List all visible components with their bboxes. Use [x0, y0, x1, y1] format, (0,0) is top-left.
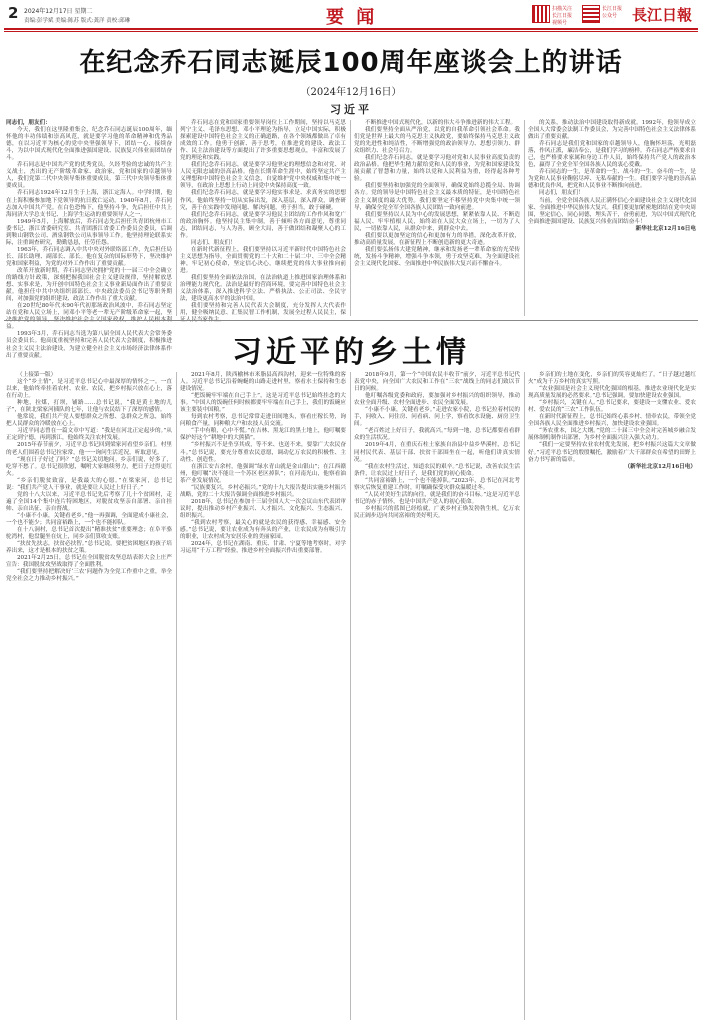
paragraph: 2019年4月，在重庆石柱土家族自治县中益乡华溪村，总书记同村民代表、基层干部、扶贫干部围坐在一起，听他们讲真实情况。: [354, 442, 520, 463]
paragraph: 新华社北京12月16日电: [635, 225, 696, 232]
paragraph: 在20世纪80年代末90年代初那场政治风波中，乔石同志坚定站在党和人民立场上，同邓小平等老一辈无产阶级革命家一起，坚 益。: [6, 303, 172, 331]
article-headline: 在纪念乔石同志诞辰100周年座谈会上的讲话: [79, 48, 623, 78]
paragraph: “现在日子好过了吗？”总书记关切地问。乡亲们说，好多了，吃穿不愁了。总书记很欣慰，嘱咐大家继续努力，把日子过得更红火。: [6, 456, 172, 477]
feature-headline: 习近平的乡土情: [232, 335, 470, 370]
paragraph: “共同富裕路上，一个也不能掉队。”2023年，总书记在河北考察灾后恢复重建工作时，叮嘱确保受灾群众温暖过冬。: [354, 477, 520, 491]
masthead-rule: [4, 28, 698, 30]
paragraph: 1993年3月，乔石同志当选为第八届全国人民代表大会常务委员会委员长。他高度重视坚持和完善人民代表大会制度，积极推进社会主义民主法治建设，为建立健全社会主义市场经济法律体系作出了重要贡献。: [6, 331, 172, 359]
article2-column-1: [6, 372, 172, 1020]
column-divider: [176, 120, 177, 316]
paragraph: 在新时代新征程上，总书记始终心系乡村、情牵农民，带领全党全国各族人民全面推进乡村振兴，加快建设农业强国。: [528, 414, 696, 428]
column-divider: [350, 372, 351, 1020]
qr-caption-wechat: 长江日报 公众号: [602, 6, 623, 19]
article1-column-1: [6, 120, 172, 359]
paragraph: 同志们，朋友们：: [6, 120, 51, 126]
paragraph: 的关系，推动法治中国建设取得新成就。1992年，他领导成立全国人大常委会法制工作委员会，为完善中国特色社会主义法律体系做出了重要贡献。: [528, 120, 696, 141]
masthead-rule: [4, 31, 698, 32]
paragraph: “扶贫先扶志，扶贫必扶智。”总书记说，要把贫困地区的孩子培养出来，这才是根本的扶贫之策。: [6, 541, 172, 555]
paragraph: 在浙江安吉余村，他强调“绿水青山就是金山银山”；在江西赣州，他叮嘱“决不能让一个苏区老区掉队”；在河南光山，他察看油茶产业发展情况。: [180, 463, 346, 484]
paragraph: “我在农村生活过，知道农民的艰辛。”总书记说，改善农民生活条件，让农民过上好日子，是我们党的初心使命。: [354, 463, 520, 477]
article-divider: [4, 320, 698, 321]
paragraph: 在新时代新征程上，我们要坚持以习近平新时代中国特色社会主义思想为指导，全面贯彻党的二十大和二十届二中、三中全会精神，牢记初心使命，坚定信心决心，继续把党的伟大事业推向前进。: [180, 246, 346, 274]
qr-caption-video: 扫描关注 长江日报 视频号: [552, 6, 573, 26]
paragraph: “我们要坚持把解决好‘三农’问题作为全党工作重中之重，举全党全社会之力推动乡村振兴。”: [6, 569, 172, 583]
paragraph: “民族要复兴，乡村必振兴。”党的十九大报告提出实施乡村振兴战略，党的二十大报告强调全面推进乡村振兴。: [180, 484, 346, 498]
paragraph: 习近平同志曾在一篇文章中写道：“我是在河北正定起步的。”从正定到宁德，再到浙江，他始终关注农村发展。: [6, 428, 172, 442]
section-title: 要 闻: [326, 7, 378, 28]
paragraph: 党的十八大以来，习近平总书记先后考察了几十个贫困村，走遍了全国14个集中连片特困地区，对脱贫攻坚亲自部署、亲自挂帅、亲自出征、亲自督战。: [6, 491, 172, 512]
paragraph: 我们纪念乔石同志，就是要学习他民主团结的工作作风和宽广的政治胸怀。他坚持民主集中制，善于倾听各方面意见，尊重同志，团结同志，与人为善，顾全大局，善于做团结和凝聚人心的工作。: [180, 211, 346, 239]
paragraph: 在十八洞村，总书记首次提出“精准扶贫”重要理念；在阜平骆驼湾村，他盘腿坐在炕上，同乡亲们算收支账。: [6, 527, 172, 541]
paragraph: 2021年8月，陕西榆林市米脂县高西沟村，迎来一位特殊的客人。习近平总书记沿着蜿蜒的山路走进村里，察看水土保持和生态建设情况。: [180, 372, 346, 393]
paragraph: “务农重本，国之大纲。”党的二十届三中全会对完善城乡融合发展体制机制作出部署，为乡村全面振兴注入强大动力。: [528, 428, 696, 442]
paragraph: 我们要弘扬伟大建党精神，继承和发扬老一辈革命家的光荣传统，发扬斗争精神，增强斗争本领，勇于攻坚克难，为全面建设社会主义现代化国家、全面推进中华民族伟大复兴而不懈奋斗。: [354, 246, 520, 267]
paragraph: “老百姓过上好日子，我就高兴。”每到一地，总书记都要看看群众的生活状况。: [354, 428, 520, 442]
paragraph: “小康不小康，关键看老乡。”走进农家小院，总书记拉着村民的手，问收入、问住房、问看病、问上学，察看饮水设施、厨房卫生间。: [354, 407, 520, 428]
paragraph: “人民对美好生活的向往，就是我们的奋斗目标。”这是习近平总书记的赤子情怀，也是中国共产党人的初心使命。: [354, 491, 520, 505]
paragraph: 我们纪念乔石同志，就是要学习他对党和人民事业高度负责的政治品格。他把毕生精力献给党和人民的事业，为党和国家建设发展贡献了智慧和力量，始终以党和人民利益为重，经得起各种考验。: [354, 155, 520, 183]
paragraph: 今天，我们在这里隆重集会，纪念乔石同志诞辰100周年，缅怀他的丰功伟绩和崇高风范，就是要学习他的革命精神和优秀品德，在以习近平为核心的党中央坚强领导下，团结一心、接续奋斗，为以中国式现代化全面推进强国建设、民族复兴伟业而团结奋斗。: [6, 127, 172, 162]
paragraph: 同志们，朋友们！: [539, 190, 584, 197]
page-number: 2: [8, 4, 19, 22]
paragraph: 每到农村考察，总书记常常走进田间地头，察看庄稼长势，询问粮食产量，同种粮大户和农技人员交流。: [180, 414, 346, 428]
paragraph: 乔石同志在党和国家重要领导岗位上工作期间，坚持以马克思列宁主义、毛泽东思想、邓小平理论为指导，立足中国实际，积极探索建设中国特色社会主义的正确道路，在各个领域都做出了卓有成效的工作。他勇于创新、善于思考，在推进党的建设、政法工作、民主法治建设等方面提出了许多重要思想观点，丰富和发展了党的理论和实践。: [180, 120, 346, 162]
paragraph: 2018年，总书记在参加十三届全国人大一次会议山东代表团审议时，提出推动乡村产业振兴、人才振兴、文化振兴、生态振兴、组织振兴。: [180, 498, 346, 519]
article2-column-2: [180, 372, 346, 1020]
paragraph: 我们要以更加坚定的信心和更加有力的举措，深化改革开放，推动高质量发展，在新征程上不断创造新的更大奇迹。: [354, 232, 520, 246]
paragraph: “乡亲们脱贫致富，是我最大的心愿。”在梁家河，总书记说：“我们共产党人干事业，就是要让人民过上好日子。”: [6, 477, 172, 491]
paragraph: 这个“乡土情”，是习近平总书记心中最深厚的情怀之一。一直以来，他始终牵挂着农村、农业、农民，把乡村振兴放在心上，落在行动上。: [6, 379, 172, 400]
paragraph: 我们要坚持以人民为中心的发展思想，紧紧依靠人民、不断造福人民、牢牢植根人民，始终站在人民大众立场上，一切为了人民，一切依靠人民，从群众中来，到群众中去。: [354, 211, 520, 232]
paragraph: 当前，全党全国各族人民正满怀信心全面建设社会主义现代化国家、全面推进中华民族伟大复兴。我们要更加紧密地团结在党中央周围，坚定信心，同心同德，埋头苦干，奋勇前进，为以中国式现代化全面推进强国建设、民族复兴伟业而团结奋斗！: [528, 197, 696, 225]
paragraph: “农业强国是社会主义现代化强国的根基，推进农业现代化是实现高质量发展的必然要求。”总书记强调，要加快建设农业强国。: [528, 386, 696, 400]
paragraph: 2015年春节前夕，习近平总书记回到梁家河看望乡亲们。村里的老人们围着总书记拉家常，他一一询问生活近况，听取意见。: [6, 442, 172, 456]
editor-credits: 责编:彭学斌 美编:陈苏 版式:龚洋 责校:邱琳: [24, 18, 131, 24]
paragraph: “乡村振兴不是坐享其成，等不来、也送不来，要靠广大农民奋斗。”总书记说，要充分尊重农民意愿，调动亿万农民的积极性、主动性、创造性。: [180, 442, 346, 463]
paragraph: 种地，拉煤，打坝，铺路……总书记说，“我是黄土地的儿子”，在陕北梁家河插队的七年，让他与农民结下了深厚的感情。: [6, 400, 172, 414]
paragraph: 2024年，总书记在湖南、重庆、甘肃、宁夏等地考察时，对学习运用“千万工程”经验，推进乡村全面振兴作出重要部署。: [180, 541, 346, 555]
article-byline: 习近平: [330, 103, 372, 116]
paragraph: 乔石同志是中国共产党的优秀党员，久经考验的忠诚的共产主义战士，杰出的无产阶级革命家、政治家，党和国家的卓越领导人，我们党第二代中央领导集体重要成员，第三代中央领导集体重要成员。: [6, 162, 172, 190]
paragraph: 1963年，乔石同志调入中共中央对外联络部工作，先后担任局长、部长助理、副部长、部长。他在复杂的国际形势下，坚决维护党和国家利益，为党的对外工作作出了重要贡献。: [6, 246, 172, 267]
article1-column-4: [528, 120, 696, 316]
paragraph: 他常说，我们共产党人要想群众之所想、急群众之所急，始终把人民群众的冷暖放在心上。: [6, 414, 172, 428]
paragraph: 1949年5月，上海解放后，乔石同志先后担任共青团杭州市工委书记、浙江省委研究室、共青团浙江省委工作委员会委员，后调到鞍山钢铁公司、酒泉钢铁公司从事领导工作。他坚持理论联系实际，注重调查研究，勤勤恳恳，任劳任怨。: [6, 218, 172, 246]
paragraph: 不断推进中国式现代化，以新的伟大斗争推进新的伟大工程。: [365, 120, 517, 126]
paragraph: “把饭碗牢牢端在自己手上”，这是习近平总书记始终挂念的大事。“中国人的饭碗任何时候都要牢牢端在自己手上，我们的饭碗应该主要装中国粮。”: [180, 393, 346, 414]
column-divider: [350, 120, 351, 316]
paragraph: 我们纪念乔石同志，就是要学习他实事求是、求真务实的思想作风。他始终坚持一切从实际出发，深入基层，深入群众，调查研究，善于在实践中发现问题、解决问题，勇于担当，敢于碰硬。: [180, 190, 346, 211]
paragraph: 我们要坚持和完善人民代表大会制度，充分发挥人大代表作用，健全吸纳民意、汇集民智工作机制，发展全过程人民民主，保: [180, 303, 346, 317]
paragraph: 乡村振兴的蓝图已经绘就，广袤乡村正焕发勃勃生机，亿万农民正阔步迈向共同富裕的美好明天。: [354, 505, 520, 519]
paragraph: 他叮嘱各级党委和政府，要加强对乡村振兴的组织领导，推动农业全面升级、农村全面进步、农民全面发展。: [354, 393, 520, 407]
paragraph: 我们纪念乔石同志，就是要学习他坚定的理想信念和对党、对人民无限忠诚的崇高品格。他在长期革命生涯中，始终坚定共产主义理想和中国特色社会主义信念，自觉维护党中央权威和集中统一领导，在政治上思想上行动上同党中央保持高度一致。: [180, 162, 346, 190]
paragraph: 我们要坚持全面从严治党，以党的自我革命引领社会革命。我们党是世界上最大的马克思主义执政党，要始终保持马克思主义政党的先进性和纯洁性，不断增强党的政治领导力、思想引领力、群众组织力、社会号召力。: [354, 127, 520, 155]
paragraph: “手中有粮，心中不慌。”在吉林、黑龙江的黑土地上，他叮嘱要保护好这个“耕地中的大熊猫”。: [180, 428, 346, 442]
qr-code-icon[interactable]: [532, 5, 550, 23]
column-divider: [524, 120, 525, 316]
paragraph: 2021年2月25日，总书记在全国脱贫攻坚总结表彰大会上庄严宣告：我国脱贫攻坚战取得了全面胜利。: [6, 555, 172, 569]
paragraph: 我们要坚持全面依法治国，在法治轨道上推进国家治理体系和治理能力现代化。法治是最好的营商环境，要完善中国特色社会主义法治体系，深入推进科学立法、严格执法、公正司法、全民守法，建设更高水平的法治中国。: [180, 275, 346, 303]
paragraph: “小康不小康，关键看老乡。”他一再强调，全面建成小康社会，一个也不能少；共同富裕路上，一个也不能掉队。: [6, 512, 172, 526]
issue-date: 2024年12月17日 星期二: [24, 8, 93, 15]
paragraph: “我们一定要坚持农业农村优先发展，把乡村振兴这篇大文章做好。”习近平总书记的殷殷嘱托，激励着广大干部群众在希望的田野上奋力书写新的篇章。: [528, 442, 696, 463]
paragraph: （新华社北京12月16日电）: [624, 463, 696, 470]
paragraph: 乔石同志的一生，是革命的一生、战斗的一生、奋斗的一生，是为党和人民事业鞠躬尽瘁、无私奉献的一生。我们要学习他的崇高品德和优良作风，把党和人民事业不断推向前进。: [528, 169, 696, 190]
paragraph: “我到农村考察，最关心的就是农民的获得感、幸福感、安全感。”总书记说，要让农业成为有奔头的产业，让农民成为有吸引力的职业，让农村成为安居乐业的美丽家园。: [180, 519, 346, 541]
article2-column-4: [528, 372, 696, 1020]
qr-code-icon[interactable]: [582, 5, 600, 23]
paragraph: 乔石同志是我们党和国家的卓越领导人，他胸怀坦荡，光明磊落，作风正派，廉洁奉公，是我们学习的榜样。乔石同志严格要求自己，也严格要求家属和身边工作人员，始终保持共产党人的政治本色，赢得了全党全军全国各族人民的衷心爱戴。: [528, 141, 696, 169]
paragraph: 乔石同志1924年12月生于上海，浙江定海人。中学时期，他在上海积极参加地下党领导的抗日救亡运动。1940年8月，乔石同志加入中国共产党。在白色恐怖下，他坚持斗争，先后担任中共上海同济大学总支书记、上海学生运动的重要领导人之一。: [6, 190, 172, 218]
article1-column-3: [354, 120, 520, 316]
paragraph: 改革开放新时期，乔石同志坚决拥护党的十一届三中全会确立的路线方针政策，深刻把握我国社会主义建设规律，坚持解放思想、实事求是，为开创中国特色社会主义事业新局面作出了重要贡献。他担任中共中央组织部部长、中央政法委员会书记等职务期间，对加强党的组织建设、政法工作作出了重大贡献。: [6, 267, 172, 303]
column-divider: [176, 372, 177, 1020]
article1-column-2: [180, 120, 346, 316]
article-date: （2024年12月16日）: [300, 87, 402, 98]
column-divider: [524, 372, 525, 1020]
article2-column-3: [354, 372, 520, 1020]
paragraph: 我们要坚持和加强党的全面领导，确保党始终总揽全局、协调各方。党的领导是中国特色社会主义最本质的特征，是中国特色社会主义制度的最大优势。我们要坚定不移坚持党中央集中统一领导，确保全党全军全国各族人民团结一致向前进。: [354, 183, 520, 211]
paragraph: （上接第一版）: [17, 372, 57, 378]
paragraph: 乡亲们的土地在变化，乡亲们的笑容更灿烂了。“日子越过越红火”成为千万乡村的真实写照。: [528, 372, 696, 386]
paragraph: “乡村振兴，关键在人。”总书记要求，要建设一支懂农业、爱农村、爱农民的“三农”工作队伍。: [528, 400, 696, 414]
paragraph: 2018年9月，第一个“中国农民丰收节”前夕，习近平总书记代表党中央，向全国广大农民和工作在“三农”战线上的同志们致以节日的问候。: [354, 372, 520, 393]
newspaper-logo: 長江日報: [632, 6, 693, 24]
paragraph: 同志们、朋友们！: [191, 239, 236, 246]
